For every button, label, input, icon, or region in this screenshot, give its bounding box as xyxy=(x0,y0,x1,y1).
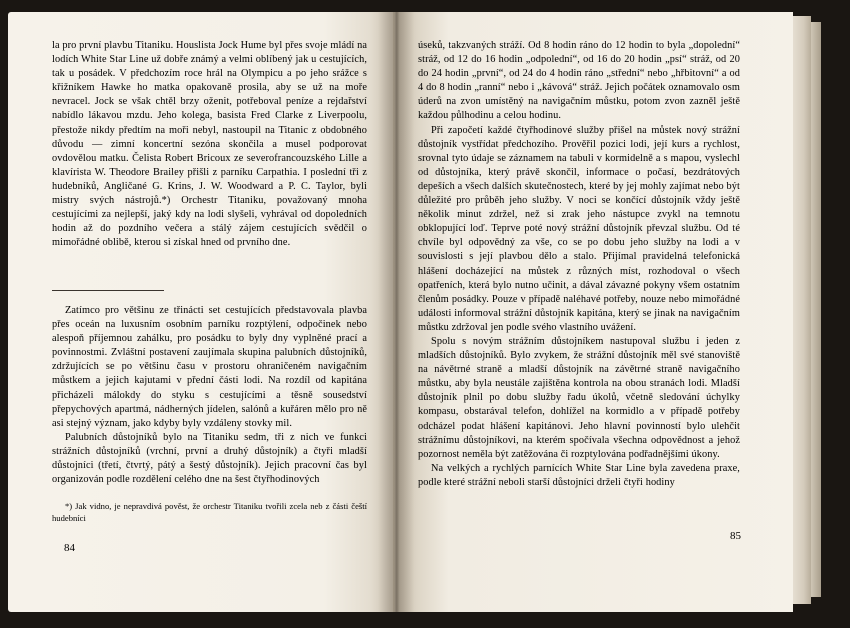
page-number-right: 85 xyxy=(730,530,741,542)
right-paragraph-1: úseků, takzvaných stráží. Od 8 hodin ráno do 12 hodin to byla „dopolední“ stráž, od 12 do 16 hodin „odpolední“, od 16 do 20 hodin „psí“ stráž, od 20 do 24 hodin „první“, od 24 do 4 hodin ráno „střední“ nebo „hřbitovní“ a od 4 do 8 hodin „ranní“ nebo i „kávová“ stráž. Jejich počátek oznamovalo osm úderů na zvon umístěný na navigačním můstku, potom zvon zazněl ještě každou půlhodinu a celou hodinu. xyxy=(418,40,740,122)
left-page-text-top xyxy=(52,39,367,250)
page-edge xyxy=(793,16,811,604)
left-page-text-main xyxy=(52,304,367,487)
left-paragraph-3: Palubních důstojníků bylo na Titaniku sedm, tři z nich ve funkci strážních důstojníků (vrchní, první a druhý důstojník) a čtyři mladší důstojníci (třetí, čtvrtý, pátý a šestý důstojník). Jejich pracovní čas byl organizován podle rozdělení celého dne na šest čtyřhodinových xyxy=(52,431,367,486)
right-page-text xyxy=(418,39,740,490)
footnote xyxy=(52,500,367,524)
section-divider xyxy=(52,290,164,291)
left-paragraph-2: Zatímco pro většinu ze třinácti set cestujících představovala plavba přes oceán na luxusním osobním parníku rozptýlení, odpočinek nebo alespoň příjemnou zahálku, pro posádku to byly dny vyplněné prací a povinnostmi. Zvláštní postavení zaujímala skupina palubních důstojníků, zdržujících se po většinu času v prostoru ohraničeném navigačním můstkem a jejich kajutami v přední části lodi. Na rozdíl od kapitána přicházeli málokdy do styku s cestujícími a těsně sousedství přepychových apartmá, nádherných jídelen, salónů a kuřáren mělo pro ně asi stejný význam, jako kdyby byly vzdáleny stovky mil. xyxy=(52,305,367,429)
page-block-edge xyxy=(811,22,821,597)
left-paragraph-1: la pro první plavbu Titaniku. Houslista Jock Hume byl přes svoje mládí na lodích White Star Line už dobře známý a velmi oblíbený jak u cestujících, tak u posádek. V předchozím roce hrál na Olympicu a po jeho srážce s křižníkem Hawke ho matka opakovaně prosila, aby se už na moře nevracel. Jock se však chtěl brzy oženit, potřeboval peníze a rejdařství nabídlo lákavou mzdu. Jeho kolega, basista Fred Clarke z Liverpoolu, přestože nikdy předtím na moři nebyl, nastoupil na Titanic z obdobného důvodu — zimní koncertní sezóna skončila a musel podporovat ovdovělou matku. Čelista Robert Bricoux ze severofrancouzského Lille a klavírista W. Theodore Brailey přišli z parníku Carpathia. I poslední tři z hudebníků, Angličané G. Krins, J. W. Woodward a P. C. Taylor, byli mistry svých nástrojů.*) Orchestr Titaniku, považovaný mnoha cestujícími za nejlepší, jaký kdy na lodi slyšeli, vyhrával od dopoledních hodin až do pozdního večera a stálý zájem cestujících svědčil o mimořádné oblibě, kterou si získal hned od prvního dne. xyxy=(52,40,367,249)
footnote-text: *) Jak vidno, je nepravdivá pověst, že orchestr Titaniku tvořili zcela neb z části čeští hudebníci xyxy=(52,501,367,523)
right-paragraph-4: Na velkých a rychlých parnících White Star Line byla zavedena praxe, podle které strážní neboli starší důstojníci drželi čtyři hodiny xyxy=(418,462,740,488)
right-paragraph-2: Při započetí každé čtyřhodinové služby přišel na můstek nový strážní důstojník vystřídat předchozího. Prověřil pozici lodi, její kurs a rychlost, srovnal tyto údaje se záznamem na tabuli v kormidelně a s mapou, vyslechl od důstojníka, který právě skončil, informace o počasí, bezdrátových depeších a všech dalších skutečnostech, které by jej mohly zajímat nebo být důležité pro průběh jeho služby. V noci se končící důstojník vždy ještě několik minut zdržel, než si zrak jeho nástupce zvykl na temnotu obklopující loď. Teprve poté nový strážní důstojník převzal službu. Od té chvíle byl odpovědný za vše, co se po dobu jeho služby na lodi a v souvislosti s její plavbou dělo a stalo. Přijímal pravidelná telefonická hlášení docházející na můstek z různých míst, rozhodoval o všech opatřeních, která bylo nutno učinit, a dával závazné pokyny všem ostatním členům posádky. Pouze v případě naléhavé potřeby, nouze nebo mimořádné události informoval strážní důstojník kapitána, který se jinak na navigačním můstku zdržoval jen podle svého vlastního uvážení. xyxy=(418,124,740,333)
right-paragraph-3: Spolu s novým strážním důstojníkem nastupoval službu i jeden z mladších důstojníků. Bylo zvykem, že strážní důstojník měl své stanoviště na návětrné straně a mladší důstojník na závětrné straně navigačního můstku, aby byla neustále zajištěna kontrola na obou stranách lodi. Mladší důstojník plnil po dobu služby řadu úkolů, včetně sledování úchylky kompasu, obstarával telefon, dohlížel na kormidlo a v případě potřeby odcházel podat hlášení kapitánovi. Jeho hlavní povinností bylo ulehčit strážnímu důstojníkovi, na kterém spočívala všechna odpovědnost a jehož pozornost neměla být zatěžována či rozptylována podřadnějšími úkony. xyxy=(418,335,740,460)
page-number-left: 84 xyxy=(64,542,75,554)
